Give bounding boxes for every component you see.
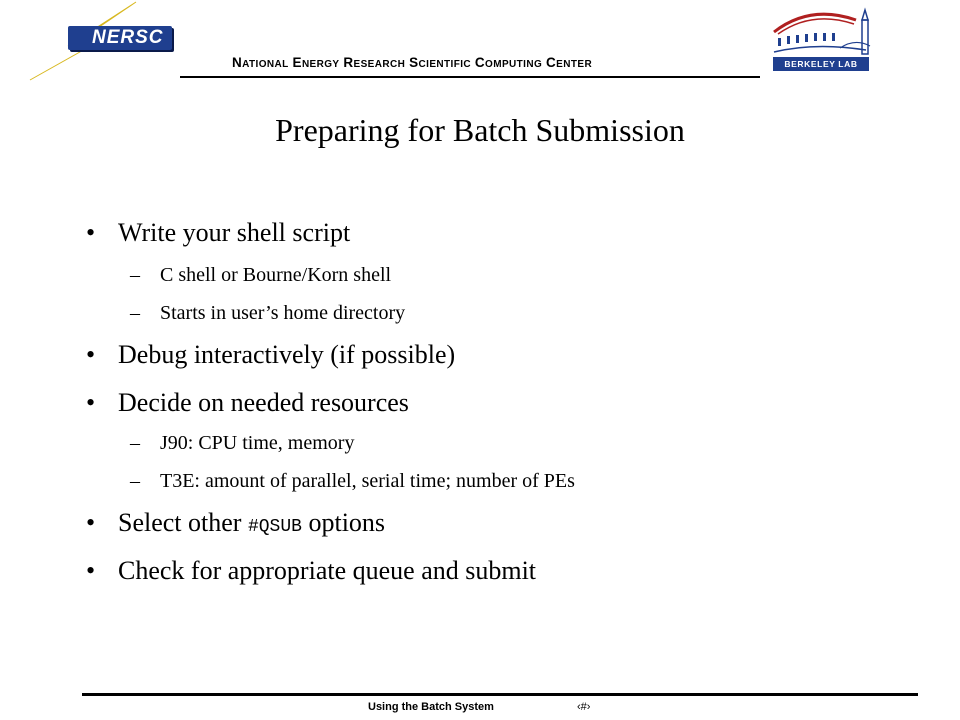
sub-bullet-marker: – (130, 264, 140, 286)
sub-bullet-item (130, 302, 405, 325)
page-number: ‹#› (577, 701, 591, 713)
sub-bullet-item (130, 264, 391, 287)
bullet-marker: • (86, 218, 96, 247)
berkeley-lab-label: BERKELEY LAB (773, 57, 869, 71)
sub-bullet-marker: – (130, 302, 140, 324)
bullet-marker: • (86, 340, 96, 369)
bullet-item (86, 218, 350, 248)
sub-bullet-marker: – (130, 470, 140, 492)
bullet-text: Select other (118, 508, 248, 537)
sub-bullet-text: C shell or Bourne/Korn shell (160, 264, 392, 286)
bullet-text: Decide on needed resources (118, 388, 409, 417)
org-word: NATIONAL (232, 55, 289, 70)
bullet-item (86, 508, 385, 538)
sub-bullet-text: J90: CPU time, memory (160, 432, 355, 454)
org-word: RESEARCH (343, 55, 406, 70)
bullet-marker: • (86, 388, 96, 417)
org-word: CENTER (546, 55, 593, 70)
footer-title: Using the Batch System (368, 701, 494, 713)
header-divider (180, 76, 760, 78)
sub-bullet-text: T3E: amount of parallel, serial time; number of PEs (160, 470, 575, 492)
org-word: SCIENTIFIC (409, 55, 472, 70)
footer-divider (82, 693, 918, 696)
slide-title: Preparing for Batch Submission (275, 112, 685, 148)
bullet-item (86, 556, 536, 586)
bullet-text: options (301, 508, 386, 537)
bullet-text: Debug interactively (if possible) (118, 340, 456, 369)
bullet-marker: • (86, 508, 96, 537)
code-qsub: #QSUB (247, 517, 302, 537)
org-word: ENERGY (292, 55, 340, 70)
bullet-item (86, 340, 455, 370)
org-word: COMPUTING (474, 55, 543, 70)
organization-name (232, 55, 592, 70)
sub-bullet-marker: – (130, 432, 140, 454)
bullet-text: Write your shell script (118, 218, 351, 247)
bullet-item (86, 388, 409, 418)
sub-bullet-item (130, 470, 575, 493)
bullet-marker: • (86, 556, 96, 585)
sub-bullet-text: Starts in user’s home directory (160, 302, 406, 324)
sub-bullet-item (130, 432, 354, 455)
nersc-logo-text: NERSC (92, 27, 164, 48)
bullet-text: Check for appropriate queue and submit (118, 556, 537, 585)
